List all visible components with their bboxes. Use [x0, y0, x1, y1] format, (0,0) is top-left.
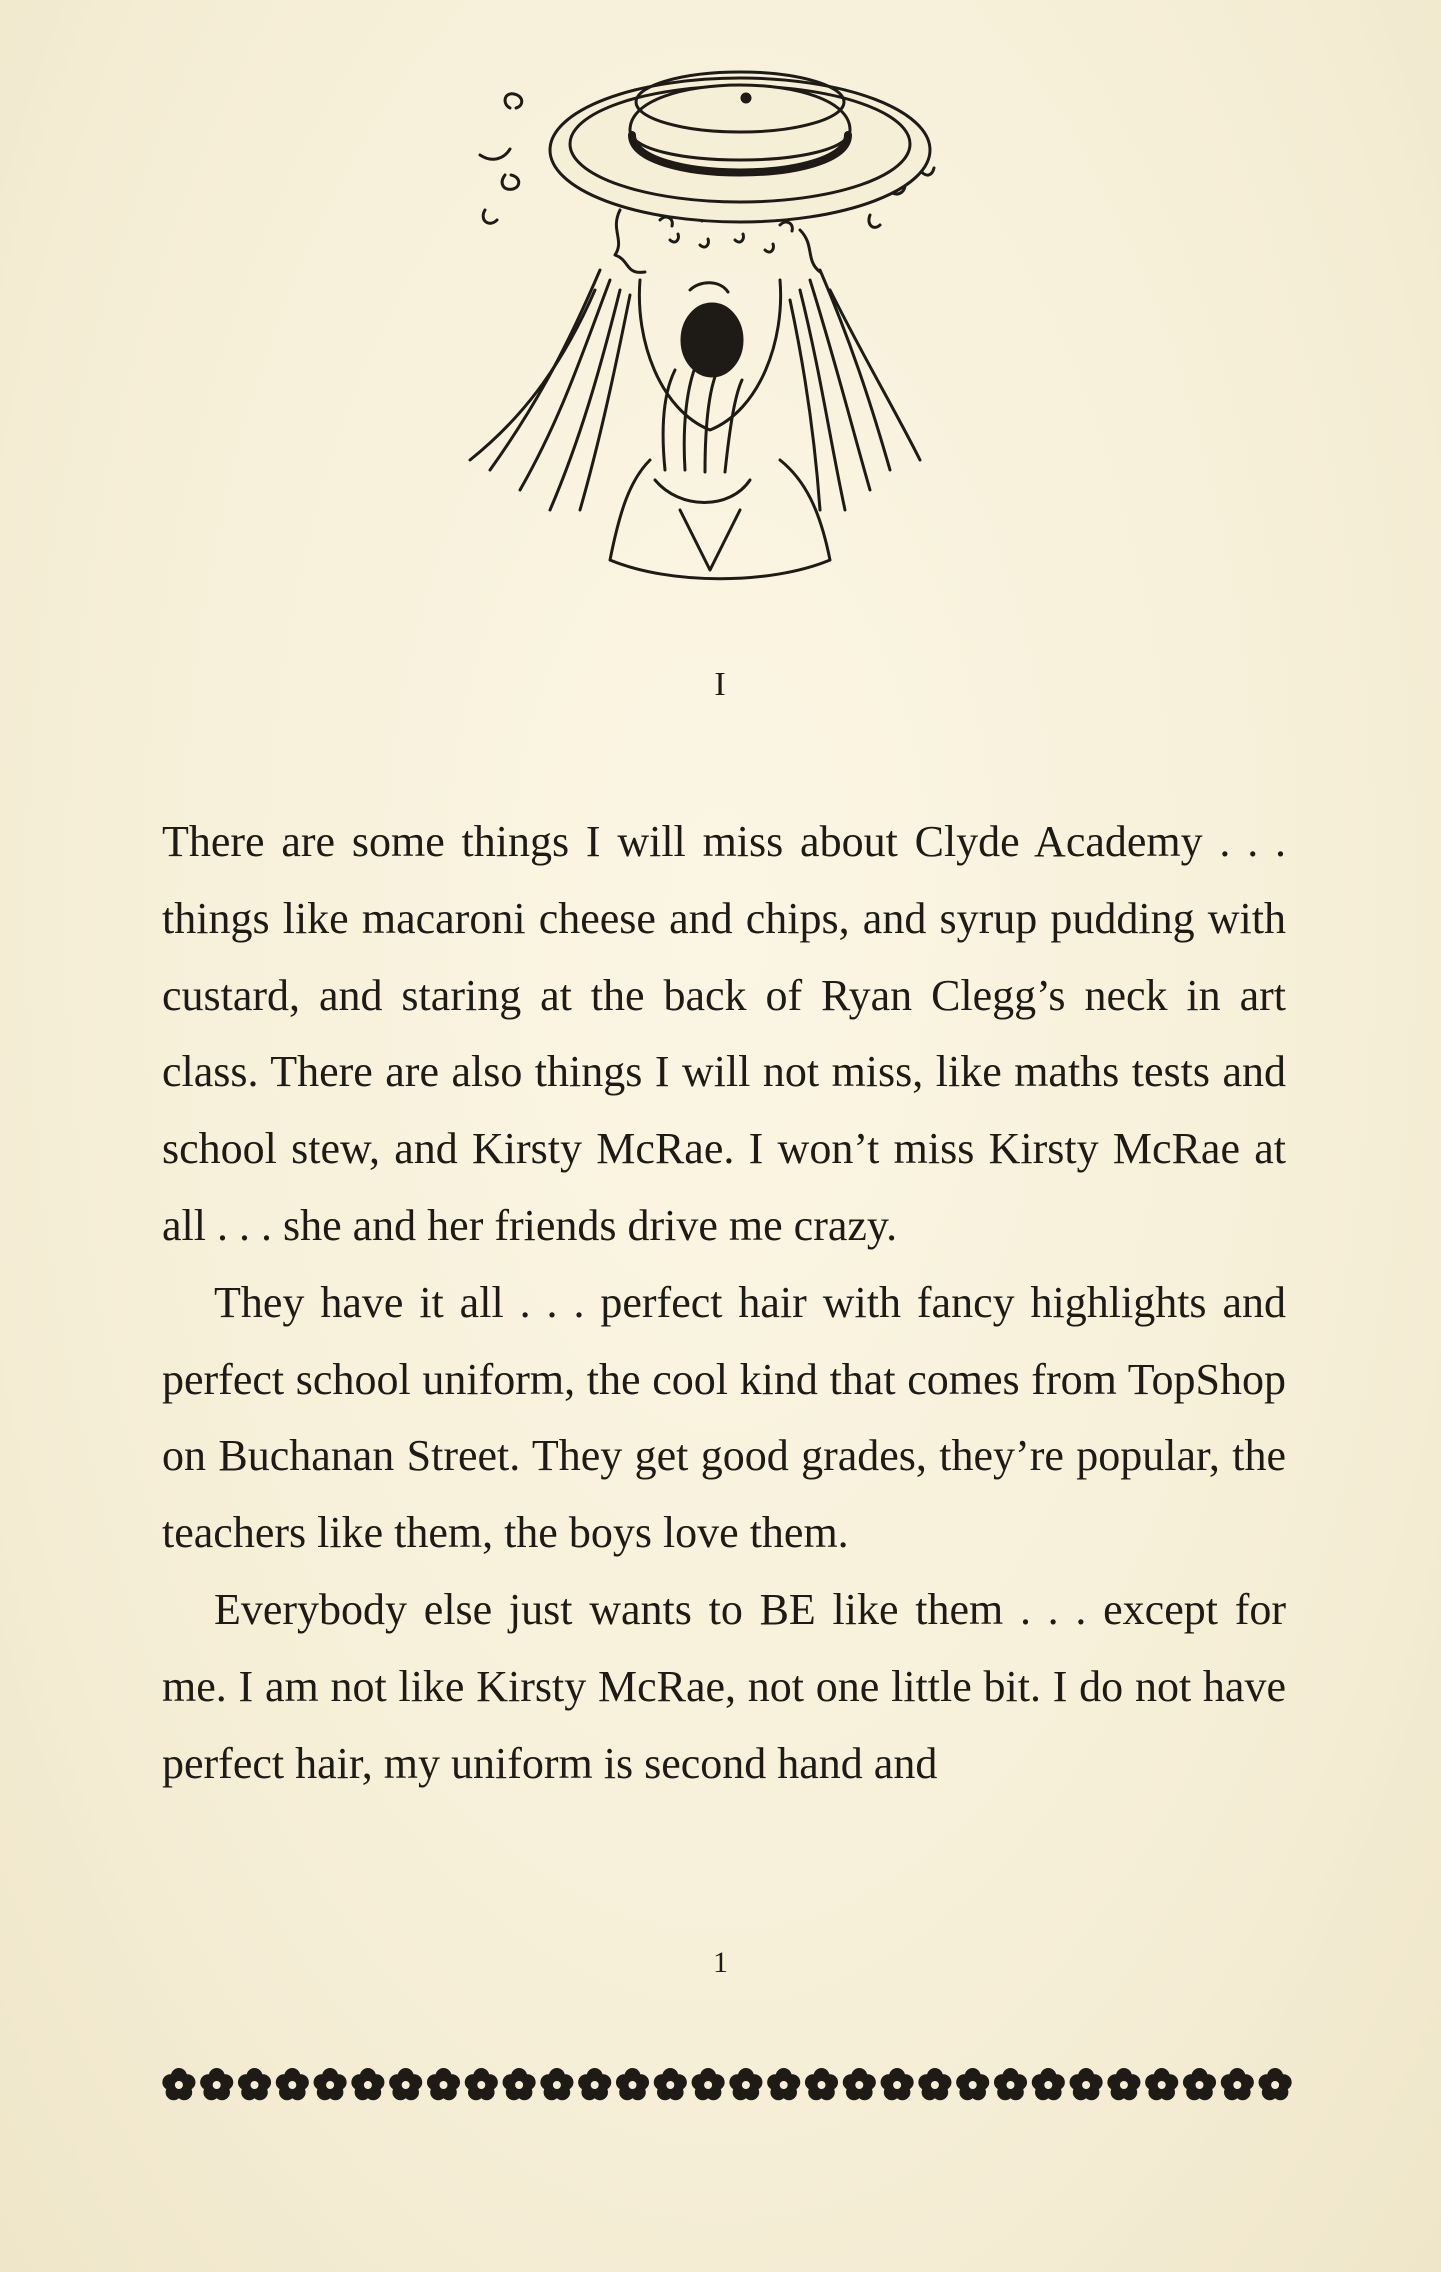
flower-ornament-icon: [1221, 2068, 1254, 2100]
flower-ornament-icon: [843, 2068, 876, 2100]
flower-ornament-icon: [200, 2068, 233, 2100]
flower-ornament-icon: [1032, 2068, 1065, 2100]
flower-ornament-icon: [616, 2068, 649, 2100]
flower-ornament-icon: [767, 2068, 800, 2100]
chapter-number: I: [714, 666, 727, 703]
flower-ornament-icon: [654, 2068, 687, 2100]
paragraph-1: There are some things I will miss about Clyde Academy . . . things like macaroni cheese and chips, and syrup pudding with custard, and staring at the back of Ryan Clegg’s neck in art class. There are also things I will not miss, like maths tests and school stew, and Kirsty McRae. I won’t miss Kirsty McRae at all . . . she and her friends drive me crazy.: [162, 817, 1286, 1250]
flower-border: [160, 2060, 1294, 2110]
paragraph-3: Everybody else just wants to BE like them . . . except for me. I am not like Kirsty McRae, not one little bit. I do not have perfect hair, my uniform is second hand and: [162, 1584, 1286, 1788]
flower-ornament-icon: [465, 2068, 498, 2100]
flower-ornament-icon: [503, 2068, 536, 2100]
flower-ornament-icon: [389, 2068, 422, 2100]
flower-ornament-icon: [881, 2068, 914, 2100]
flower-ornament-icon: [805, 2068, 838, 2100]
flower-ornament-icon: [276, 2068, 309, 2100]
flower-ornament-icon: [1259, 2068, 1292, 2100]
page-number: 1: [713, 1946, 728, 1979]
flower-ornament-icon: [540, 2068, 573, 2100]
flower-ornament-icon: [1145, 2068, 1178, 2100]
flower-ornament-icon: [1070, 2068, 1103, 2100]
flower-ornament-icon: [162, 2068, 195, 2100]
chapter-body: [162, 804, 1286, 1802]
flower-ornament-icon: [994, 2068, 1027, 2100]
girl-with-hat-and-spilled-food-icon: [450, 40, 990, 620]
flower-ornament-icon: [351, 2068, 384, 2100]
flower-ornament-icon: [314, 2068, 347, 2100]
flower-ornament-icon: [1107, 2068, 1140, 2100]
flower-ornament-icon: [692, 2068, 725, 2100]
flower-ornament-icon: [578, 2068, 611, 2100]
flower-ornament-icon: [918, 2068, 951, 2100]
flower-ornament-icon: [729, 2068, 762, 2100]
flower-ornament-icon: [427, 2068, 460, 2100]
flower-ornament-icon: [956, 2068, 989, 2100]
flower-ornament-icon: [1183, 2068, 1216, 2100]
paragraph-2: They have it all . . . perfect hair with fancy highlights and perfect school uniform, the cool kind that comes from TopShop on Buchanan Street. They get good grades, they’re popular, the teachers like them, the boys love them.: [162, 1277, 1286, 1558]
flower-ornament-icon: [238, 2068, 271, 2100]
